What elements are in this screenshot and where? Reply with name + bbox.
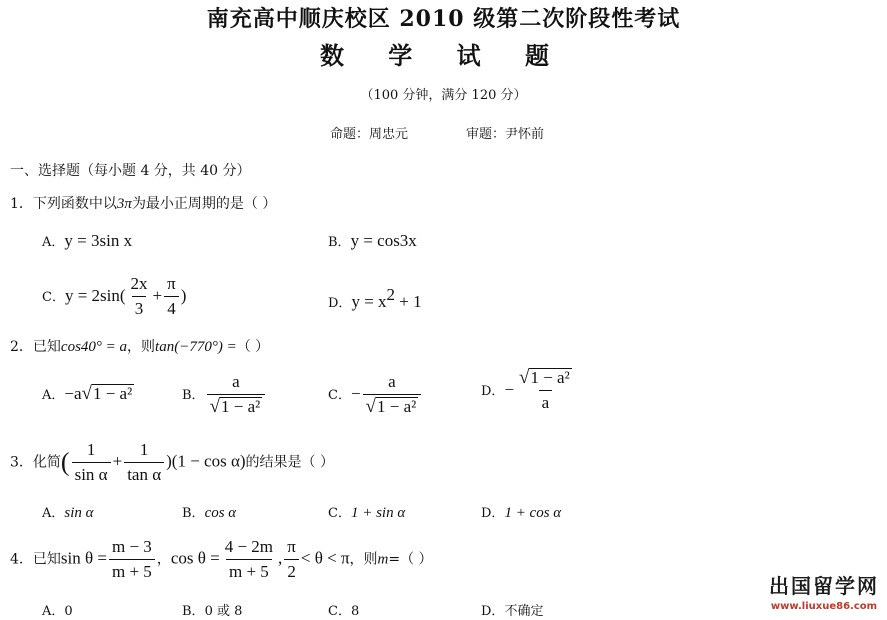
q1-c-fraction-1 xyxy=(128,274,151,319)
q3-f1-den: sin α xyxy=(72,462,111,485)
q4-f1-den: m + 5 xyxy=(109,559,155,582)
open-paren: ( xyxy=(60,447,70,477)
q4-var: m xyxy=(377,551,389,568)
q4-stem-suffix: =（ ） xyxy=(388,551,433,568)
q1-d-exp: 2 xyxy=(386,285,396,304)
q2-c-label: C． xyxy=(328,388,351,403)
q2-stem-mid: ，则 xyxy=(127,339,156,355)
q3-option-d xyxy=(481,502,561,522)
q1-option-c xyxy=(42,274,186,319)
q4-fraction-1 xyxy=(109,537,155,582)
q2-stem-suffix: （ ） xyxy=(236,339,270,355)
q4-option-a xyxy=(42,600,73,619)
q2-d-den: a xyxy=(539,390,553,413)
q1-c-post: ) xyxy=(180,286,187,305)
q4-option-d xyxy=(481,600,543,619)
q3-fraction-1 xyxy=(72,440,111,485)
q2-option-c xyxy=(328,372,423,417)
exam-subject-title: 数 学 试 题 xyxy=(319,41,568,70)
question-4-stem xyxy=(10,537,433,582)
q1-c-f2-den: 4 xyxy=(164,296,179,319)
q3-stem-suffix: 的结果是（ ） xyxy=(245,454,334,471)
q1-c-f1-num: 2x xyxy=(130,274,148,293)
q4-a-expr: 0 xyxy=(64,604,73,619)
q2-a-radicand: 1 − a² xyxy=(92,384,133,403)
question-1-stem xyxy=(10,193,276,213)
q3-f1-num: 1 xyxy=(86,440,96,459)
q2-d-label: D． xyxy=(481,384,505,399)
exam-reviewer: 审题：尹怀前 xyxy=(466,127,545,142)
q2-stem-math-2: tan(−770°) = xyxy=(155,339,237,355)
q4-stem-prefix: 4．已知 xyxy=(10,551,61,568)
q2-stem-prefix: 2．已知 xyxy=(10,339,61,355)
q1-a-expr: y = 3sin x xyxy=(64,231,133,250)
q1-option-a xyxy=(42,231,132,251)
q4-f1-num: m − 3 xyxy=(112,537,152,556)
q3-d-label: D． xyxy=(481,506,505,521)
q1-c-plus: + xyxy=(152,286,163,305)
q3-f2-num: 1 xyxy=(139,440,149,459)
q1-c-pre: y = 2sin( xyxy=(64,286,126,305)
q2-b-den xyxy=(207,394,266,417)
q4-option-c xyxy=(328,600,359,619)
q3-c-label: C． xyxy=(328,506,351,521)
q3-stem-prefix: 3．化简 xyxy=(10,454,61,471)
q4-f3-num: π xyxy=(287,537,296,556)
q2-stem-math-1: cos40° = a xyxy=(60,339,128,355)
radical-sign: √ xyxy=(519,367,530,388)
q4-c-expr: 8 xyxy=(350,604,360,619)
watermark-url: www.liuxue86.com xyxy=(770,601,878,612)
q2-c-sign: − xyxy=(350,384,361,403)
q1-b-expr: y = cos3x xyxy=(350,231,417,250)
q3-plus: + xyxy=(112,451,123,471)
q1-stem-math: 3π xyxy=(116,196,132,212)
q1-a-label: A． xyxy=(42,235,65,250)
q2-b-label: B． xyxy=(182,388,205,403)
q3-b-label: B． xyxy=(182,506,205,521)
q1-d-label: D． xyxy=(328,296,352,311)
q2-b-radicand: 1 − a² xyxy=(221,397,261,416)
q3-a-label: A． xyxy=(42,506,65,521)
q1-d-pre: y = x xyxy=(351,292,387,311)
q2-b-num: a xyxy=(232,372,240,391)
q4-stem-mid: ，则 xyxy=(349,551,378,568)
q1-stem-prefix: 1．下列函数中以 xyxy=(10,196,117,212)
exam-duration: （100 分钟，满分 120 分） xyxy=(360,88,527,103)
q3-c-expr: 1 + sin α xyxy=(350,505,406,521)
q3-f2-den: tan α xyxy=(124,462,164,485)
q2-d-fraction xyxy=(516,368,575,413)
q2-c-fraction xyxy=(363,372,422,417)
q2-c-den xyxy=(363,394,422,417)
question-3-stem xyxy=(10,440,334,485)
q2-a-pre: −a xyxy=(64,384,82,403)
q4-sin-label: sin θ = xyxy=(60,548,107,568)
radical-sign: √ xyxy=(365,396,376,417)
q1-c-f2-num: π xyxy=(167,274,176,293)
q3-option-b xyxy=(182,502,236,522)
q1-stem-suffix: 为最小正周期的是（ ） xyxy=(131,196,277,212)
q2-d-radicand: 1 − a² xyxy=(530,368,570,387)
q1-d-post: + 1 xyxy=(395,292,422,311)
q2-a-label: A． xyxy=(42,388,65,403)
q3-option-c xyxy=(328,502,405,522)
q2-d-sign: − xyxy=(504,380,515,399)
q3-d-expr: 1 + cos α xyxy=(504,505,562,521)
q3-b-expr: cos α xyxy=(204,505,237,521)
q2-option-a xyxy=(42,383,134,405)
q1-c-label: C． xyxy=(42,290,65,305)
q2-option-d xyxy=(481,368,577,413)
q3-factor: )(1 − cos α) xyxy=(166,451,246,471)
q4-b-expr: 0 或 8 xyxy=(204,604,243,619)
q2-option-b xyxy=(182,372,267,417)
q4-a-label: A． xyxy=(42,604,65,619)
q1-c-f1-den: 3 xyxy=(132,296,147,319)
q4-f2-num: 4 − 2m xyxy=(224,537,274,556)
q4-fraction-3 xyxy=(284,537,299,582)
exam-setter: 命题：周忠元 xyxy=(330,127,409,142)
q1-option-d xyxy=(328,285,422,312)
q4-cos-label: cos θ = xyxy=(170,548,220,568)
q1-c-fraction-2 xyxy=(164,274,179,319)
q3-a-expr: sin α xyxy=(64,505,94,521)
q4-sep: ， xyxy=(156,551,171,568)
question-2-stem xyxy=(10,336,269,356)
q2-b-fraction xyxy=(207,372,266,417)
q2-c-radicand: 1 − a² xyxy=(376,397,417,416)
q4-d-expr: 不确定 xyxy=(504,604,544,619)
q1-option-b xyxy=(328,231,417,251)
radical-sign: √ xyxy=(81,383,92,404)
q4-comma: , xyxy=(278,548,283,568)
watermark-name: 出国留学网 xyxy=(769,574,879,598)
q3-fraction-2 xyxy=(124,440,164,485)
exam-school-title: 南充高中顺庆校区 2010 级第二次阶段性考试 xyxy=(206,6,681,32)
q1-b-label: B． xyxy=(328,235,351,250)
q4-f3-den: 2 xyxy=(284,559,299,582)
watermark-logo xyxy=(769,570,879,612)
q4-inequality: < θ < π xyxy=(300,548,350,568)
q4-c-label: C． xyxy=(328,604,351,619)
q4-option-b xyxy=(182,600,242,619)
q4-b-label: B． xyxy=(182,604,205,619)
q3-option-a xyxy=(42,502,94,522)
q4-d-label: D． xyxy=(481,604,505,619)
section-title: 一、选择题（每小题 4 分，共 40 分） xyxy=(10,163,251,179)
q4-f2-den: m + 5 xyxy=(226,559,272,582)
radical-sign: √ xyxy=(209,396,220,417)
q4-fraction-2 xyxy=(222,537,276,582)
q2-d-num xyxy=(516,368,575,390)
q2-c-num: a xyxy=(388,372,396,391)
